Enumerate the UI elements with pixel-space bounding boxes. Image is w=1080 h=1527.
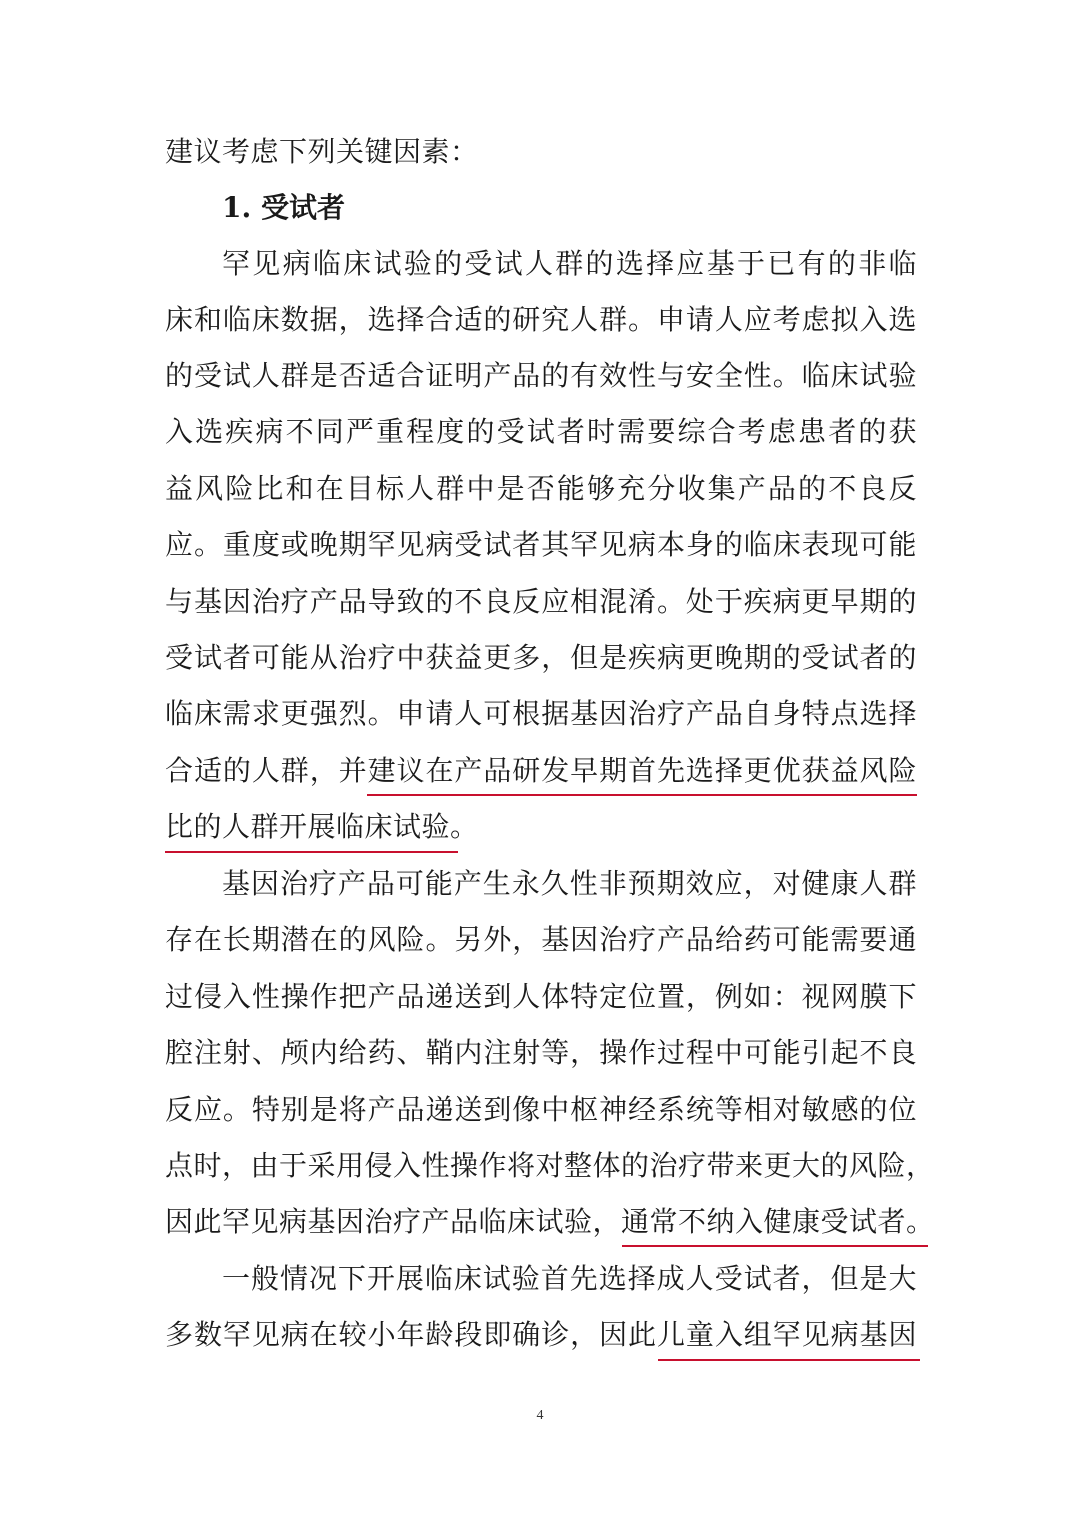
- paragraph-line: 腔注射、颅内给药、鞘内注射等，操作过程中可能引起不良: [165, 1036, 917, 1069]
- intro-line: 建议考虑下列关键因素：: [165, 135, 479, 168]
- paragraph-line: 因此罕见病基因治疗产品临床试验，通常不纳入健康受试者。: [165, 1205, 935, 1238]
- section-heading: 1. 受试者: [222, 191, 345, 224]
- page-number: 4: [536, 1408, 544, 1423]
- paragraph-line: 过侵入性操作把产品递送到人体特定位置，例如：视网膜下: [165, 980, 917, 1013]
- paragraph-line: 与基因治疗产品导致的不良反应相混淆。处于疾病更早期的: [165, 585, 917, 618]
- red-underline: [367, 794, 917, 796]
- red-underline: [622, 1245, 928, 1247]
- paragraph-line: 入选疾病不同严重程度的受试者时需要综合考虑患者的获: [165, 415, 917, 448]
- paragraph-line: 点时，由于采用侵入性操作将对整体的治疗带来更大的风险，: [165, 1149, 935, 1182]
- paragraph-line: 合适的人群，并建议在产品研发早期首先选择更优获益风险: [165, 754, 917, 787]
- paragraph-line: 一般情况下开展临床试验首先选择成人受试者，但是大: [222, 1262, 917, 1295]
- paragraph-line: 存在长期潜在的风险。另外，基因治疗产品给药可能需要通: [165, 923, 917, 956]
- paragraph-line: 反应。特别是将产品递送到像中枢神经系统等相对敏感的位: [165, 1093, 917, 1126]
- paragraph-line: 临床需求更强烈。申请人可根据基因治疗产品自身特点选择: [165, 697, 917, 730]
- paragraph-line: 应。重度或晚期罕见病受试者其罕见病本身的临床表现可能: [165, 528, 917, 561]
- paragraph-line: 基因治疗产品可能产生永久性非预期效应，对健康人群: [222, 867, 917, 900]
- red-underline: [658, 1359, 920, 1361]
- paragraph-line: 受试者可能从治疗中获益更多，但是疾病更晚期的受试者的: [165, 641, 917, 674]
- paragraph-line: 比的人群开展临床试验。: [165, 810, 479, 843]
- paragraph-line: 罕见病临床试验的受试人群的选择应基于已有的非临: [222, 247, 917, 280]
- paragraph-line: 多数罕见病在较小年龄段即确诊，因此儿童入组罕见病基因: [165, 1318, 917, 1351]
- paragraph-line: 益风险比和在目标人群中是否能够充分收集产品的不良反: [165, 472, 917, 505]
- red-underline: [165, 851, 458, 853]
- paragraph-line: 的受试人群是否适合证明产品的有效性与安全性。临床试验: [165, 359, 917, 392]
- paragraph-line: 床和临床数据，选择合适的研究人群。申请人应考虑拟入选: [165, 303, 917, 336]
